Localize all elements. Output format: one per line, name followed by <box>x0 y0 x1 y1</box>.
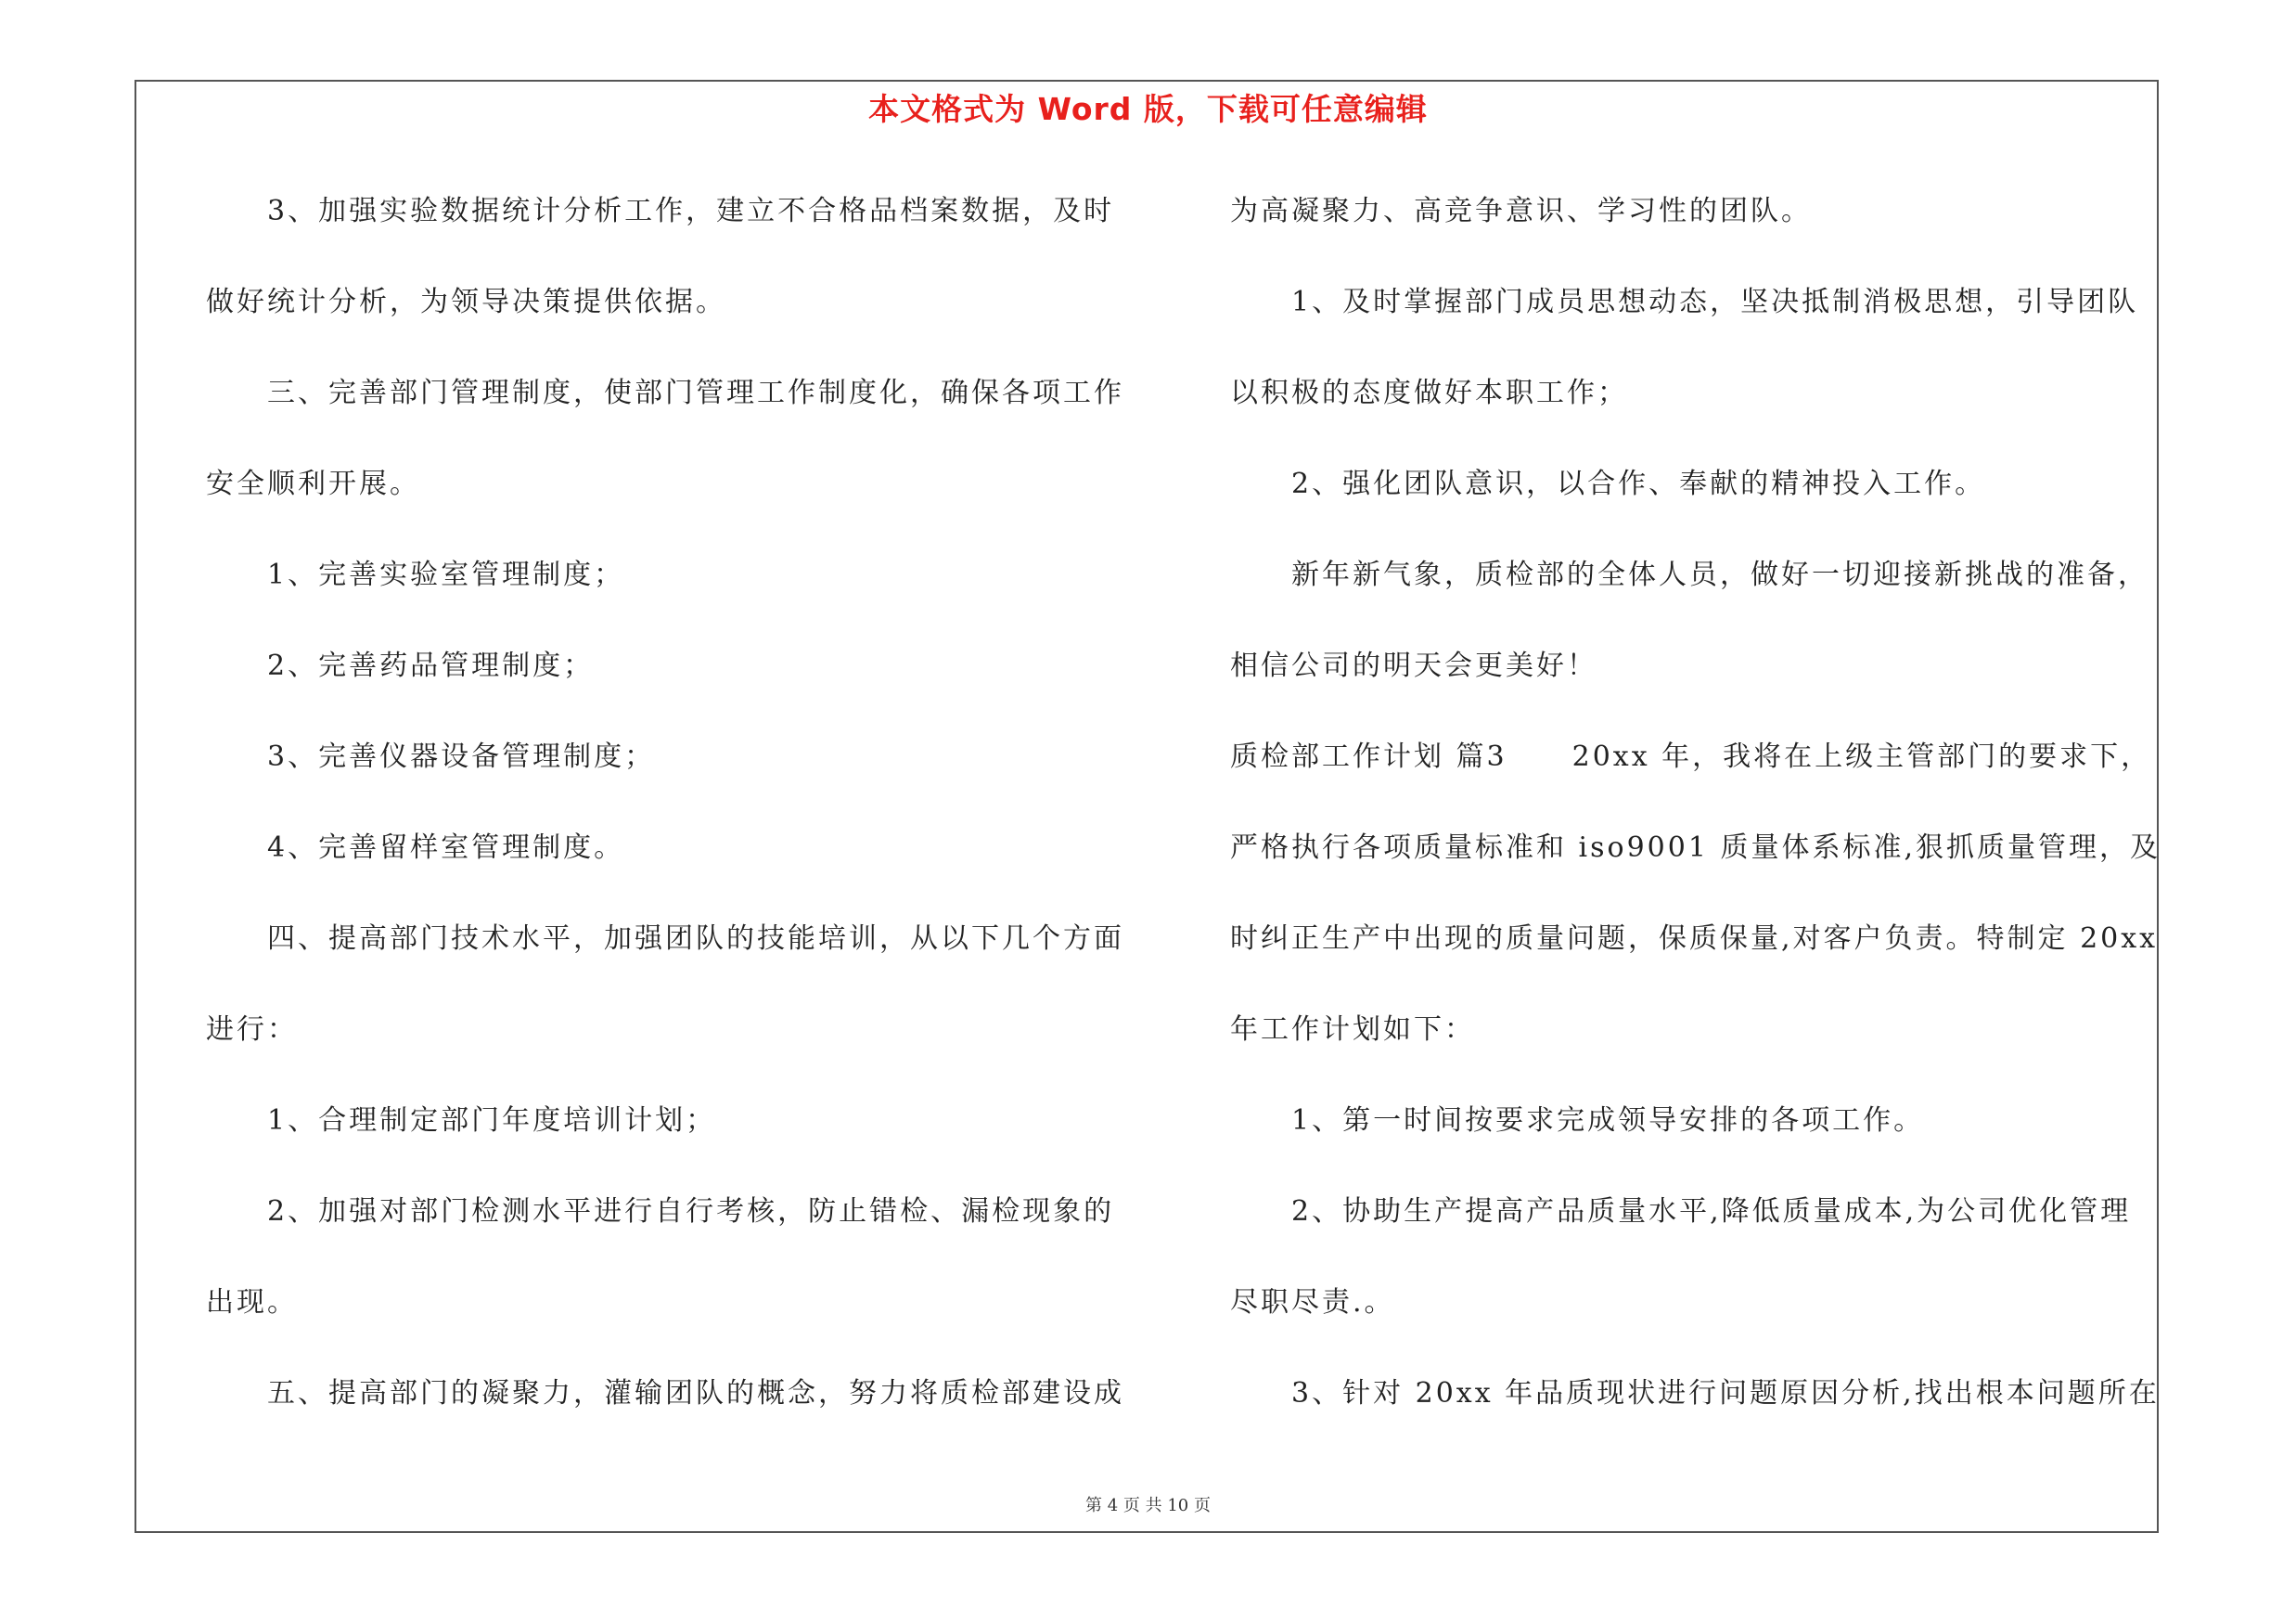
left-line: 4、完善留样室管理制度。 <box>267 831 625 864</box>
left-line: 五、提高部门的凝聚力，灌输团队的概念，努力将质检部建设成 <box>267 1377 1124 1410</box>
left-line: 2、完善药品管理制度； <box>267 650 595 682</box>
right-line: 严格执行各项质量标准和 iso9001 质量体系标准,狠抓质量管理，及 <box>1230 831 2161 864</box>
left-line: 进行： <box>206 1013 298 1046</box>
right-line: 以积极的态度做好本职工作； <box>1230 377 1628 409</box>
right-line: 为高凝聚力、高竞争意识、学习性的团队。 <box>1230 195 1812 227</box>
left-line: 三、完善部门管理制度，使部门管理工作制度化，确保各项工作 <box>267 377 1124 409</box>
right-line: 1、第一时间按要求完成领导安排的各项工作。 <box>1291 1104 1925 1137</box>
section-heading: 质检部工作计划 篇3 <box>1230 741 1507 773</box>
page-number-footer: 第 4 页 共 10 页 <box>1085 1496 1211 1515</box>
left-line: 3、完善仪器设备管理制度； <box>267 741 656 773</box>
section-intro: 20xx 年，我将在上级主管部门的要求下， <box>1571 741 2152 773</box>
right-line: 尽职尽责.。 <box>1230 1286 1395 1319</box>
right-line: 1、及时掌握部门成员思想动态，坚决抵制消极思想，引导团队 <box>1291 286 2139 318</box>
word-format-banner: 本文格式为 Word 版，下载可任意编辑 <box>868 91 1428 127</box>
right-line: 相信公司的明天会更美好！ <box>1230 650 1597 682</box>
left-line: 做好统计分析，为领导决策提供依据。 <box>206 286 726 318</box>
right-line: 年工作计划如下： <box>1230 1013 1475 1046</box>
left-line: 1、合理制定部门年度培训计划； <box>267 1104 717 1137</box>
right-line: 时纠正生产中出现的质量问题，保质保量,对客户负责。特制定 20xx <box>1230 922 2159 955</box>
right-line: 3、针对 20xx 年品质现状进行问题原因分析,找出根本问题所在 <box>1291 1377 2160 1410</box>
right-line: 2、强化团队意识，以合作、奉献的精神投入工作。 <box>1291 468 1986 500</box>
left-line: 出现。 <box>206 1286 298 1319</box>
left-column <box>206 182 1124 1455</box>
left-line: 1、完善实验室管理制度； <box>267 559 625 591</box>
right-line: 新年新气象，质检部的全体人员，做好一切迎接新挑战的准备， <box>1291 559 2148 591</box>
left-line: 3、加强实验数据统计分析工作，建立不合格品档案数据，及时 <box>267 195 1115 227</box>
right-line: 2、协助生产提高产品质量水平,降低质量成本,为公司优化管理 <box>1291 1195 2132 1228</box>
section-heading-line <box>1230 728 2167 818</box>
left-line: 四、提高部门技术水平，加强团队的技能培训，从以下几个方面 <box>267 922 1124 955</box>
right-column <box>1230 182 2167 1455</box>
left-line: 2、加强对部门检测水平进行自行考核，防止错检、漏检现象的 <box>267 1195 1115 1228</box>
left-line: 安全顺利开展。 <box>206 468 420 500</box>
